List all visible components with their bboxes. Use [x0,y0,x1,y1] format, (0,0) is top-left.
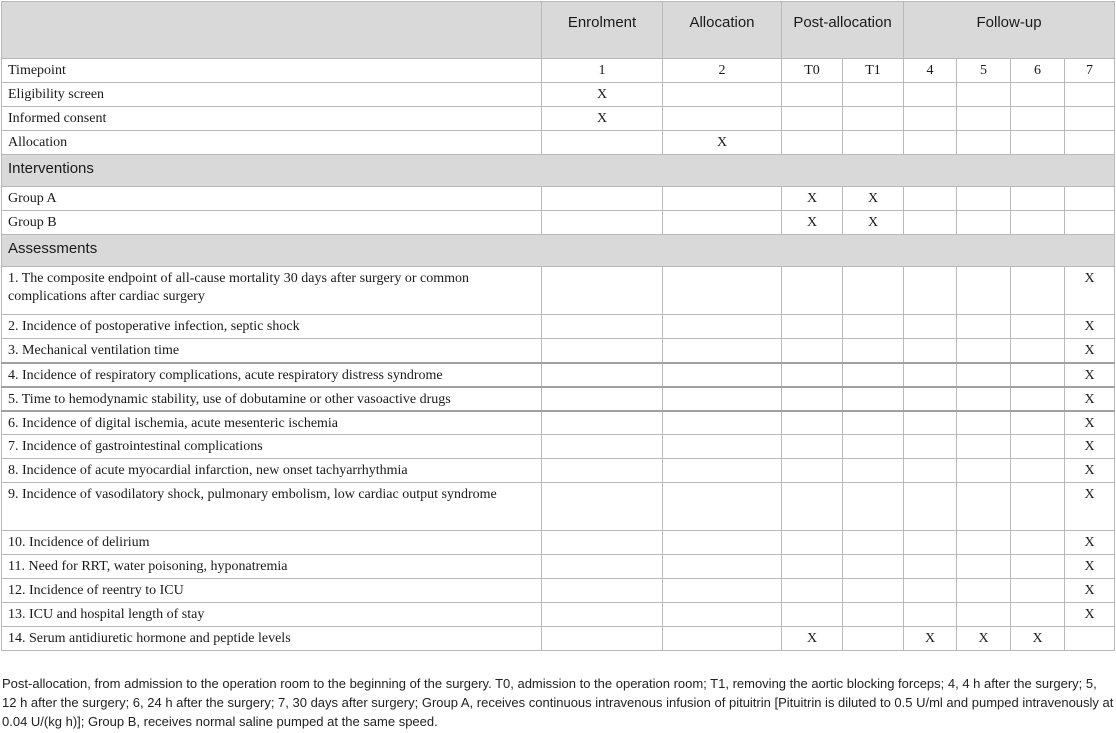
mark-cell [542,483,663,531]
table-row [2,83,1115,107]
interventions-section [2,155,1115,187]
table-row [2,411,1115,435]
mark-cell [542,411,663,435]
row-label: Group A [2,187,542,211]
mark-cell [542,315,663,339]
mark-cell [957,603,1011,627]
row-label: 10. Incidence of delirium [2,531,542,555]
mark-cell [904,363,957,387]
mark-cell [1065,131,1115,155]
table-row [2,315,1115,339]
mark-cell: X [904,627,957,651]
row-label: 8. Incidence of acute myocardial infarction, new onset tachyarrhythmia [2,459,542,483]
timepoint-row [2,59,1115,83]
mark-cell [843,579,904,603]
mark-cell: X [542,83,663,107]
row-label: 6. Incidence of digital ischemia, acute mesenteric ischemia [2,411,542,435]
mark-cell [542,627,663,651]
mark-cell: X [1065,603,1115,627]
mark-cell [663,211,782,235]
mark-cell [957,555,1011,579]
mark-cell [957,531,1011,555]
mark-cell: X [1065,267,1115,315]
mark-cell [843,411,904,435]
row-label: 11. Need for RRT, water poisoning, hyponatremia [2,555,542,579]
mark-cell [542,531,663,555]
mark-cell [843,627,904,651]
mark-cell [904,531,957,555]
mark-cell [1011,411,1065,435]
row-label: 1. The composite endpoint of all-cause mortality 30 days after surgery or common complications after cardiac surgery [2,267,542,315]
mark-cell: X [663,131,782,155]
mark-cell [904,107,957,131]
mark-cell [904,579,957,603]
mark-cell [663,339,782,363]
header-row [2,2,1115,59]
mark-cell [782,411,843,435]
mark-cell [663,555,782,579]
mark-cell [1011,435,1065,459]
mark-cell [1011,315,1065,339]
mark-cell [663,627,782,651]
mark-cell [904,411,957,435]
table-row [2,579,1115,603]
mark-cell [542,339,663,363]
header-allocation: Allocation [663,2,782,59]
mark-cell [663,363,782,387]
schedule-table [1,1,1115,651]
header-enrolment: Enrolment [542,2,663,59]
row-label: Informed consent [2,107,542,131]
timepoint-label: Timepoint [2,59,542,83]
mark-cell [843,531,904,555]
assessments-section [2,235,1115,267]
mark-cell [1011,131,1065,155]
mark-cell [1011,267,1065,315]
mark-cell [782,339,843,363]
mark-cell [904,483,957,531]
mark-cell: X [843,211,904,235]
mark-cell [904,187,957,211]
mark-cell [843,387,904,411]
mark-cell [1011,531,1065,555]
mark-cell [663,187,782,211]
table-row [2,211,1115,235]
mark-cell [1011,83,1065,107]
mark-cell [663,107,782,131]
table-row [2,131,1115,155]
mark-cell: X [542,107,663,131]
mark-cell [663,579,782,603]
mark-cell [782,315,843,339]
mark-cell [957,187,1011,211]
assessments-section-label: Assessments [2,235,1115,267]
mark-cell [957,411,1011,435]
mark-cell [843,363,904,387]
mark-cell [782,603,843,627]
mark-cell [957,435,1011,459]
mark-cell: X [782,211,843,235]
mark-cell: X [1011,627,1065,651]
mark-cell [663,603,782,627]
mark-cell: X [1065,363,1115,387]
mark-cell [542,435,663,459]
mark-cell [904,387,957,411]
mark-cell [1011,579,1065,603]
mark-cell [663,531,782,555]
table-row [2,363,1115,387]
mark-cell: X [1065,459,1115,483]
mark-cell [542,187,663,211]
mark-cell [542,387,663,411]
mark-cell [843,483,904,531]
header-follow-up: Follow-up [904,2,1115,59]
mark-cell [782,107,843,131]
mark-cell [904,131,957,155]
table-row [2,627,1115,651]
mark-cell [904,315,957,339]
mark-cell: X [1065,531,1115,555]
mark-cell [542,603,663,627]
row-label: Group B [2,211,542,235]
mark-cell [663,435,782,459]
mark-cell [782,483,843,531]
table-row [2,531,1115,555]
mark-cell [542,131,663,155]
row-label: 4. Incidence of respiratory complications, acute respiratory distress syndrome [2,363,542,387]
table-row [2,187,1115,211]
mark-cell: X [1065,387,1115,411]
mark-cell [957,131,1011,155]
mark-cell [663,83,782,107]
mark-cell: X [1065,555,1115,579]
mark-cell: X [1065,579,1115,603]
mark-cell [782,531,843,555]
mark-cell [957,363,1011,387]
mark-cell [957,267,1011,315]
mark-cell [782,579,843,603]
mark-cell [957,387,1011,411]
mark-cell [957,211,1011,235]
table-row [2,483,1115,531]
mark-cell [782,459,843,483]
row-label: 3. Mechanical ventilation time [2,339,542,363]
mark-cell [1065,627,1115,651]
mark-cell [957,315,1011,339]
timepoint-value: 4 [904,59,957,83]
mark-cell [782,131,843,155]
mark-cell [1065,211,1115,235]
mark-cell [782,555,843,579]
timepoint-value: T0 [782,59,843,83]
mark-cell: X [782,627,843,651]
mark-cell [957,107,1011,131]
mark-cell [663,483,782,531]
header-blank-cell [2,2,542,59]
mark-cell [1011,459,1065,483]
mark-cell [663,267,782,315]
mark-cell [782,435,843,459]
mark-cell [782,83,843,107]
mark-cell [843,83,904,107]
mark-cell [843,315,904,339]
row-label: 13. ICU and hospital length of stay [2,603,542,627]
row-label: 14. Serum antidiuretic hormone and peptide levels [2,627,542,651]
mark-cell: X [1065,411,1115,435]
mark-cell [1011,603,1065,627]
mark-cell: X [1065,339,1115,363]
table-row [2,107,1115,131]
row-label: 7. Incidence of gastrointestinal complications [2,435,542,459]
timepoint-value: 5 [957,59,1011,83]
mark-cell: X [782,187,843,211]
mark-cell [843,555,904,579]
mark-cell [843,107,904,131]
row-label: Eligibility screen [2,83,542,107]
mark-cell [663,387,782,411]
mark-cell [1011,211,1065,235]
mark-cell [542,459,663,483]
mark-cell [1011,363,1065,387]
mark-cell [542,579,663,603]
mark-cell [1065,107,1115,131]
mark-cell [843,459,904,483]
table-row [2,555,1115,579]
mark-cell [904,339,957,363]
table-row [2,267,1115,315]
mark-cell [782,363,843,387]
row-label: Allocation [2,131,542,155]
row-label: 2. Incidence of postoperative infection, septic shock [2,315,542,339]
table-row [2,603,1115,627]
mark-cell [1011,555,1065,579]
mark-cell: X [843,187,904,211]
mark-cell [1011,187,1065,211]
table-row [2,339,1115,363]
mark-cell [904,555,957,579]
timepoint-value: 1 [542,59,663,83]
mark-cell [1011,107,1065,131]
interventions-section-label: Interventions [2,155,1115,187]
mark-cell [1011,483,1065,531]
mark-cell [843,267,904,315]
mark-cell [542,267,663,315]
schedule-body [2,59,1115,651]
mark-cell [957,83,1011,107]
mark-cell [904,83,957,107]
timepoint-value: 7 [1065,59,1115,83]
mark-cell [663,411,782,435]
mark-cell [904,603,957,627]
row-label: 12. Incidence of reentry to ICU [2,579,542,603]
row-label: 9. Incidence of vasodilatory shock, pulmonary embolism, low cardiac output syndrome [2,483,542,531]
mark-cell [904,211,957,235]
mark-cell: X [1065,315,1115,339]
mark-cell [843,603,904,627]
mark-cell [1065,83,1115,107]
mark-cell: X [1065,435,1115,459]
mark-cell: X [957,627,1011,651]
mark-cell [957,579,1011,603]
mark-cell [542,555,663,579]
table-footnote: Post-allocation, from admission to the operation room to the beginning of the surgery. T0, admission to the operation room; T1, removing the aortic blocking forceps; 4, 4 h after the surgery; 5, 12 h after the surgery; 6, 24 h after the surgery; 7, 30 days after surgery; Group A, receives continuous intravenous infusion of pituitrin [Pituitrin is diluted to 0.5 U/ml and pumped intravenously at 0.04 U/(kg h)]; Group B, receives normal saline pumped at the same speed. [2,676,1114,729]
timepoint-value: T1 [843,59,904,83]
mark-cell [663,315,782,339]
mark-cell [843,131,904,155]
table-row [2,459,1115,483]
mark-cell [1011,339,1065,363]
mark-cell [957,339,1011,363]
mark-cell [1011,387,1065,411]
mark-cell [542,211,663,235]
mark-cell [904,267,957,315]
header-post-allocation: Post-allocation [782,2,904,59]
mark-cell [843,435,904,459]
mark-cell [957,459,1011,483]
timepoint-value: 6 [1011,59,1065,83]
table-row [2,435,1115,459]
mark-cell [957,483,1011,531]
mark-cell [782,267,843,315]
table-row [2,387,1115,411]
mark-cell [904,435,957,459]
mark-cell [542,363,663,387]
mark-cell [1065,187,1115,211]
mark-cell [904,459,957,483]
mark-cell [843,339,904,363]
timepoint-value: 2 [663,59,782,83]
mark-cell [663,459,782,483]
mark-cell: X [1065,483,1115,531]
mark-cell [782,387,843,411]
row-label: 5. Time to hemodynamic stability, use of dobutamine or other vasoactive drugs [2,387,542,411]
